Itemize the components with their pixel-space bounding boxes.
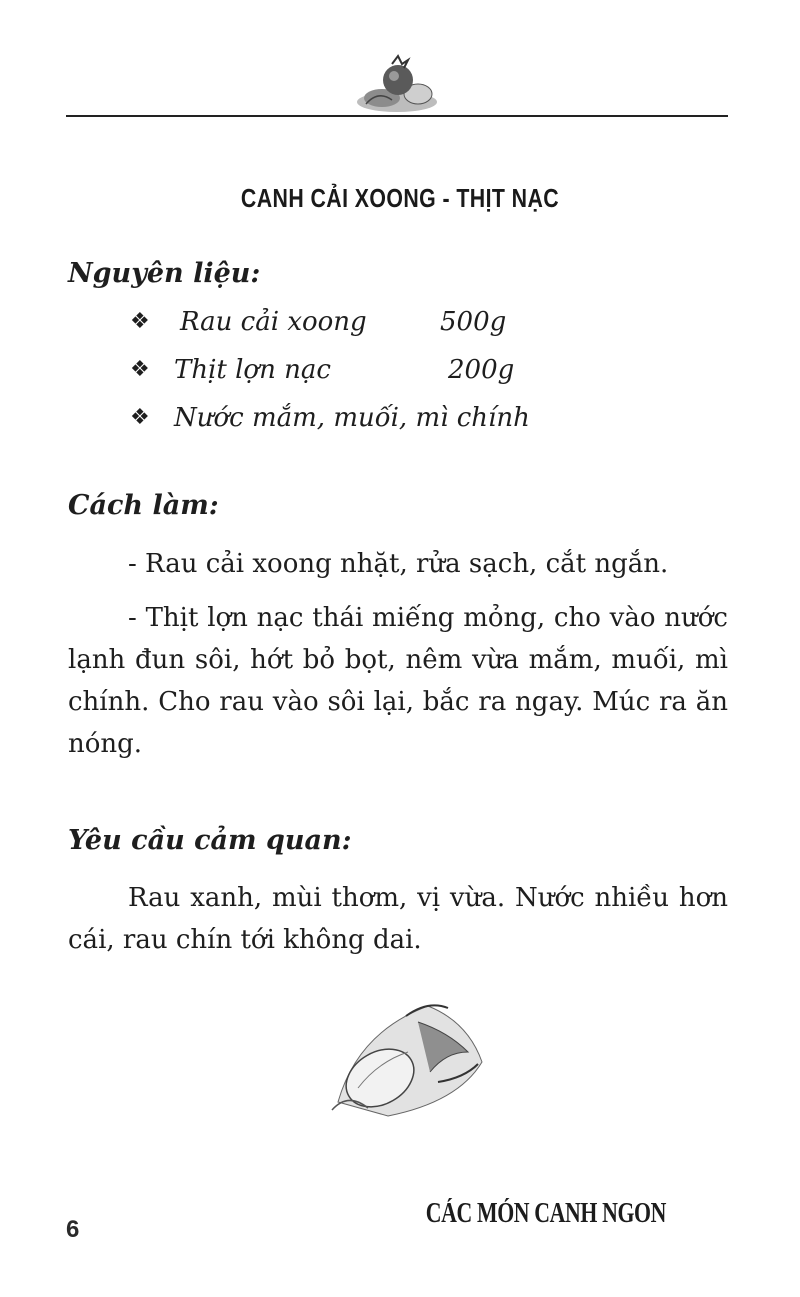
- ingredient-item: [130, 394, 730, 442]
- diamond-bullet-icon: ❖: [130, 405, 150, 430]
- ingredient-quantity: 200g: [448, 355, 515, 385]
- ingredient-item: [130, 298, 730, 346]
- requirements-heading: Yêu cầu cảm quan:: [68, 825, 352, 856]
- ingredient-item: [130, 346, 730, 394]
- page-number: 6: [66, 1216, 80, 1243]
- diamond-bullet-icon: ❖: [130, 357, 150, 382]
- method-step: - Rau cải xoong nhặt, rửa sạch, cắt ngắn.: [128, 549, 669, 579]
- cabbage-illustration-icon: [318, 992, 488, 1124]
- vegetable-ornament-icon: [352, 52, 442, 116]
- header-divider: [66, 115, 728, 117]
- diamond-bullet-icon: ❖: [130, 309, 150, 334]
- ingredient-name: Nước mắm, muối, mì chính: [174, 403, 530, 433]
- recipe-title: CANH CẢI XOONG - THỊT NẠC: [240, 183, 560, 213]
- ingredient-name: Thịt lợn nạc: [174, 355, 331, 385]
- method-step: - Thịt lợn nạc thái miếng mỏng, cho vào nước lạnh đun sôi, hớt bỏ bọt, nêm vừa mắm, muối, mì chính. Cho rau vào sôi lại, bắc ra ngay. Múc ra ăn nóng.: [68, 603, 728, 759]
- book-title: CÁC MÓN CANH NGON: [425, 1198, 666, 1229]
- ingredient-quantity: 500g: [440, 307, 507, 337]
- ingredient-list: [130, 298, 730, 442]
- method-heading: Cách làm:: [68, 490, 219, 521]
- ingredients-heading: Nguyên liệu:: [68, 258, 261, 289]
- ingredient-name: Rau cải xoong: [180, 307, 367, 337]
- requirements-text: Rau xanh, mùi thơm, vị vừa. Nước nhiều hơn cái, rau chín tới không dai.: [68, 883, 728, 955]
